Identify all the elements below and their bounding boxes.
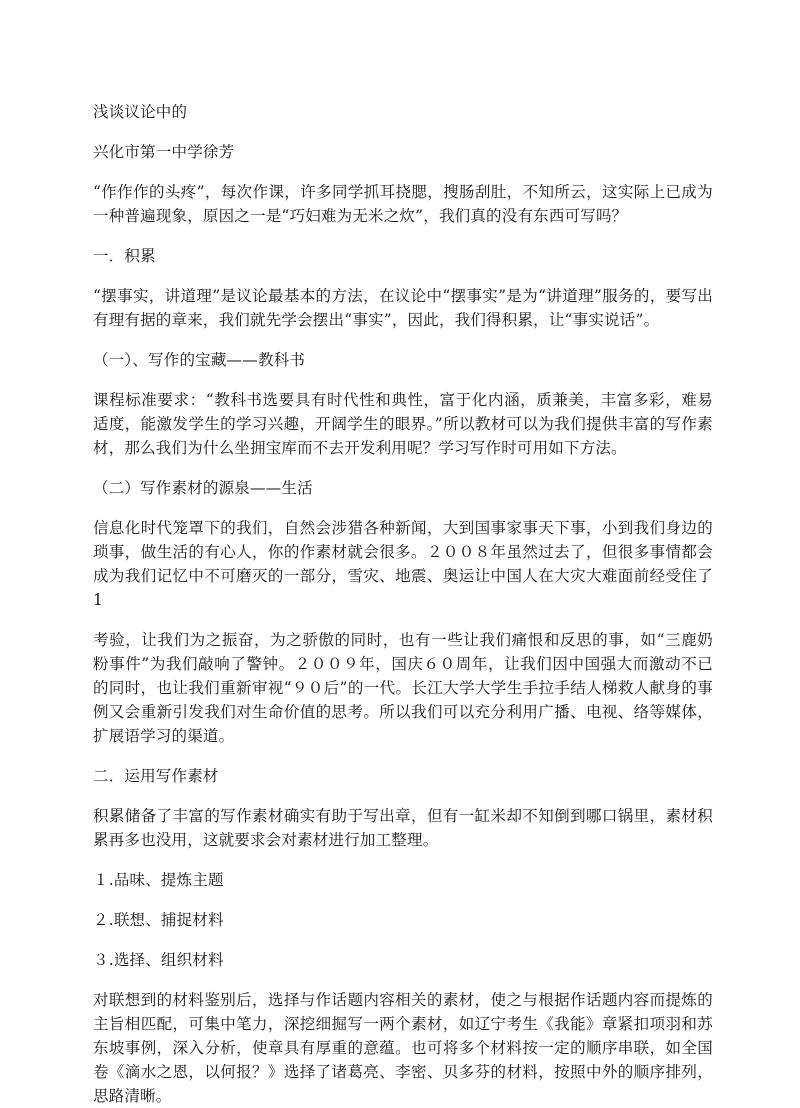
document-author: 兴化市第一中学徐芳 (93, 143, 235, 161)
document-title: 浅谈议论中的 (93, 103, 188, 121)
paragraph-processing: 积累储备了丰富的写作素材确实有助于写出章，但有一缸米却不知倒到哪口锅里，素材积累再多也没用，这就要求会对素材进行加工整理。 (93, 807, 713, 849)
paragraph-facts: “摆事实，讲道理”是议论最基本的方法，在议论中“摆事实”是为“讲道理”服务的，要写出有理有据的章来，我们就先学会摆出“事实”，因此，我们得积累，让“事实说话”。 (93, 287, 713, 329)
subheading-textbook: （一）、写作的宝藏——教科书 (93, 351, 306, 369)
paragraph-selection-detail: 对联想到的材料鉴别后，选择与作话题内容相关的素材，使之与根据作话题内容而提炼的主旨相匹配，可集中笔力，深挖细掘写一两个素材，如辽宁考生《我能》章紧扣项羽和苏东坡事例，深入分析，使章具有厚重的意蕴。也可将多个材料按一定的顺序串联，如全国卷《滴水之恩，以何报？》选择了诸葛亮、李密、贝多芬的材料，按照中外的顺序排列，思路清晰。 (93, 991, 713, 1105)
list-item-selection: ３.选择、组织材料 (93, 951, 224, 969)
document-page (93, 100, 713, 1108)
section-heading-use-material: 二．运用写作素材 (93, 767, 219, 785)
paragraph-events: 考验，让我们为之振奋，为之骄傲的同时，也有一些让我们痛恨和反思的事，如“三鹿奶粉事件”为我们敲响了警钟。２００９年，国庆６０周年，让我们因中国强大而激动不已的同时，也让我们重新审视“９０后”的一代。长江大学大学生手拉手结人梯救人献身的事例又会重新引发我们对生命价值的思考。所以我们可以充分利用广播、电视、络等媒体，扩展语学习的渠道。 (93, 631, 713, 745)
list-item-theme: １.品味、提炼主题 (93, 871, 224, 889)
paragraph-curriculum: 课程标准要求：“教科书选要具有时代性和典性，富于化内涵，质兼美，丰富多彩，难易适度，能激发学生的学习兴趣，开阔学生的眼界。”所以教材可以为我们提供丰富的写作素材，那么我们为什么坐拥宝库而不去开发利用呢？学习写作时可用如下方法。 (93, 391, 713, 457)
subheading-life: （二）写作素材的源泉——生活 (93, 479, 313, 497)
list-item-association: ２.联想、捕捉材料 (93, 911, 224, 929)
paragraph-intro: “作作作的头疼”，每次作课，许多同学抓耳挠腮，搜肠刮肚，不知所云，这实际上已成为一种普遍现象，原因之一是“巧妇难为无米之炊”，我们真的没有东西可写吗？ (93, 183, 713, 225)
paragraph-news: 信息化时代笼罩下的我们，自然会涉猎各种新闻，大到国事家事天下事，小到我们身边的琐事，做生活的有心人，你的作素材就会很多。２００８年虽然过去了，但很多事情都会成为我们记忆中不可磨灭的一部分，雪灾、地震、奥运让中国人在大灾大难面前经受住了1 (93, 519, 713, 609)
section-heading-accumulate: 一．积累 (93, 247, 156, 265)
